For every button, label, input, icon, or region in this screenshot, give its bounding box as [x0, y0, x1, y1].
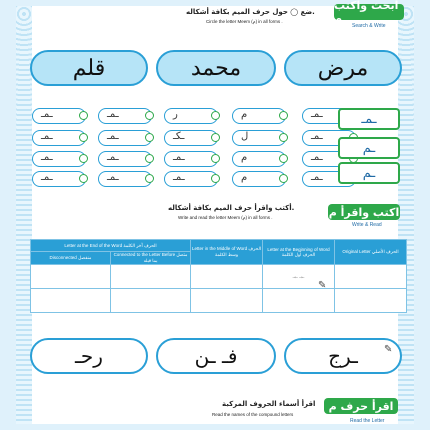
- table-cell[interactable]: [191, 289, 263, 313]
- cell-letter: م: [241, 172, 248, 183]
- letter-circle-cell[interactable]: [232, 151, 286, 167]
- cell-letter: ر: [173, 109, 178, 120]
- word-box-3: [30, 50, 148, 86]
- circle-target-icon[interactable]: [211, 111, 220, 120]
- bottom-word-text: فـ ـن: [194, 344, 238, 368]
- header-disconnected: Disconnected منفصل: [31, 252, 111, 265]
- circle-target-icon[interactable]: [279, 133, 288, 142]
- cell-letter: ـكـ: [173, 131, 185, 142]
- instruction-english-1: Circle the letter Meem (م) in all forms .: [206, 19, 283, 24]
- letter-form-3: ـم: [338, 162, 400, 184]
- letter-circle-cell[interactable]: [32, 171, 86, 187]
- cell-letter: ـمـ: [107, 131, 119, 142]
- table-cell-sample[interactable]: ـمـ ـمـ: [263, 265, 335, 289]
- word-text: قلم: [72, 55, 106, 81]
- cell-letter: ـمـ: [41, 109, 53, 120]
- circle-target-icon[interactable]: [211, 133, 220, 142]
- instruction-arabic-2: أكتب واقرأ حرف الميم بكافة أشكاله.: [168, 204, 295, 212]
- header-end-of-word: Letter at the End of the Word الحرف آخر الكلمة: [31, 240, 191, 252]
- cell-letter: ـمـ: [107, 172, 119, 183]
- circle-target-icon[interactable]: [211, 154, 220, 163]
- circle-target-icon[interactable]: [279, 154, 288, 163]
- section-subtitle-read-letter: Read the Letter: [350, 418, 385, 424]
- letter-circle-cell[interactable]: [32, 151, 86, 167]
- cell-letter: ـمـ: [173, 152, 185, 163]
- letter-circle-cell[interactable]: [232, 130, 286, 146]
- word-box-2: [156, 50, 276, 86]
- letter-circle-cell[interactable]: [98, 108, 152, 124]
- circle-target-icon[interactable]: [79, 111, 88, 120]
- letter-circle-cell[interactable]: [232, 108, 286, 124]
- circle-target-icon[interactable]: [145, 111, 154, 120]
- word-text: محمد: [190, 55, 242, 81]
- letter-circle-cell[interactable]: [164, 130, 218, 146]
- cell-letter: م: [241, 152, 248, 163]
- bottom-word-text: رحـ: [75, 344, 103, 368]
- cell-letter: ـمـ: [107, 109, 119, 120]
- instruction-english-2: Write and read the letter Meem (م) in all forms .: [178, 215, 273, 220]
- pencil-icon: ✎: [318, 280, 327, 291]
- pencil-icon: ✎: [384, 344, 393, 355]
- section-subtitle-write-read: Write & Read: [352, 222, 382, 228]
- table-cell[interactable]: [31, 289, 111, 313]
- circle-target-icon[interactable]: [279, 111, 288, 120]
- section-title-read-letter: اقرأ حرف م: [324, 398, 398, 414]
- bottom-word-box-2: [156, 338, 276, 374]
- circle-target-icon[interactable]: [79, 174, 88, 183]
- section-title-write-read: اكتب واقرأ م: [328, 205, 400, 219]
- letter-forms-table: [30, 239, 407, 313]
- instruction-arabic-3: اقرأ أسماء الحروف المركبة: [222, 400, 316, 408]
- instruction-arabic-1: ضع ◯ حول حرف الميم بكافة أشكاله.: [186, 8, 315, 16]
- cell-letter: ـمـ: [107, 152, 119, 163]
- table-cell[interactable]: [31, 265, 111, 289]
- word-text: مرض: [317, 55, 369, 81]
- circle-target-icon[interactable]: [79, 133, 88, 142]
- circle-target-icon[interactable]: [79, 154, 88, 163]
- table-cell[interactable]: [263, 289, 335, 313]
- header-original-letter: Original Letter الحرف الأصلي: [335, 240, 407, 265]
- circle-target-icon[interactable]: [145, 154, 154, 163]
- cell-letter: ـمـ: [173, 172, 185, 183]
- cell-letter: ـمـ: [41, 131, 53, 142]
- circle-target-icon[interactable]: [211, 174, 220, 183]
- cell-letter: ـمـ: [311, 131, 323, 142]
- cell-letter: ـمـ: [311, 152, 323, 163]
- cell-letter: ـمـ: [41, 172, 53, 183]
- table-cell[interactable]: [111, 265, 191, 289]
- letter-form-1: ـمـ: [338, 108, 400, 130]
- letter-circle-cell[interactable]: [98, 151, 152, 167]
- circle-target-icon[interactable]: [145, 133, 154, 142]
- bottom-word-text: ـرج: [328, 344, 358, 368]
- header-middle-of-word: Letter in the Middle of Word الحرف وسط الكلمة: [191, 240, 263, 265]
- letter-circle-cell[interactable]: [232, 171, 286, 187]
- cell-letter: ـمـ: [311, 109, 323, 120]
- bottom-word-box-3: [30, 338, 148, 374]
- letter-circle-cell[interactable]: [32, 130, 86, 146]
- letter-circle-cell[interactable]: [32, 108, 86, 124]
- circle-target-icon[interactable]: [279, 174, 288, 183]
- cell-letter: ـمـ: [311, 172, 323, 183]
- table-cell[interactable]: [191, 265, 263, 289]
- table-cell[interactable]: [335, 289, 407, 313]
- instruction-english-3: Read the names of the compound letters: [212, 412, 294, 417]
- table-cell[interactable]: [335, 265, 407, 289]
- letter-circle-cell[interactable]: [164, 108, 218, 124]
- letter-circle-cell[interactable]: [164, 171, 218, 187]
- cell-letter: م: [241, 109, 248, 120]
- table-cell[interactable]: [111, 289, 191, 313]
- word-box-1: [284, 50, 402, 86]
- letter-circle-cell[interactable]: [98, 130, 152, 146]
- header-connected: Connected to the Letter Before متصل بما قبله: [111, 252, 191, 265]
- cell-letter: ل: [241, 131, 249, 142]
- letter-circle-cell[interactable]: [164, 151, 218, 167]
- header-beginning-of-word: Letter at the Beginning of Word الحرف أول الكلمة: [263, 240, 335, 265]
- letter-circle-cell[interactable]: [98, 171, 152, 187]
- letter-form-2: ـم: [338, 137, 400, 159]
- section-title-search-write: ابحث واكتب م: [334, 4, 404, 20]
- circle-target-icon[interactable]: [145, 174, 154, 183]
- section-subtitle-search-write: Search & Write: [352, 23, 386, 29]
- cell-letter: ـمـ: [41, 152, 53, 163]
